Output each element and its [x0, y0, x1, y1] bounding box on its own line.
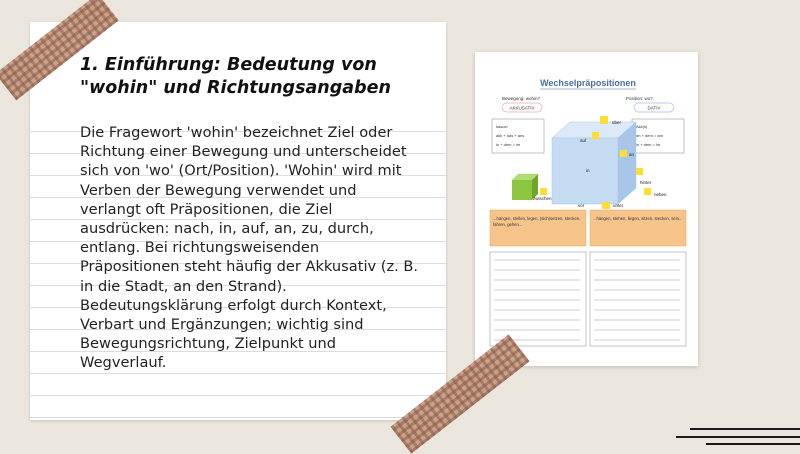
label-zwischen: zwischen [533, 196, 552, 201]
dot-an [620, 150, 627, 157]
left-verbs-text-area [493, 216, 583, 244]
left-case-label: AKKUSATIV [509, 105, 535, 111]
dot-hinter [636, 168, 643, 175]
decorative-line-3 [706, 443, 800, 445]
right-info-line-1: Akk(s) [636, 124, 648, 129]
right-verbs-text-area [593, 216, 683, 244]
right-exercise-box [590, 252, 686, 346]
left-verbs-text: ...hängen, stellen, legen, (sich)setzen, stecken, fahren, gehen... [493, 216, 581, 227]
left-question: Bewegung: wohin? [502, 96, 541, 101]
decorative-line-2 [676, 436, 800, 438]
left-info-line-2: akk + das + ans [496, 133, 525, 138]
dot-neben [644, 188, 651, 195]
right-case-label: DATIV [647, 105, 661, 111]
label-unter: unter [613, 203, 624, 208]
decorative-line-1 [690, 428, 800, 430]
label-vor: vor [578, 203, 585, 208]
label-in: in [586, 168, 590, 173]
dot-ueber [600, 116, 608, 124]
green-cube-front [512, 180, 532, 200]
label-an: an [629, 152, 635, 157]
right-info-line-3: in + dem = im [636, 142, 661, 147]
slide-body: Die Fragewort 'wohin' bezeichnet Ziel oder Richtung einer Bewegung und unterscheidet sich von 'wo' (Ort/Position). 'Wohin' wird mit Verben der Bewegung verwendet und verlangt oft Präpositionen, die Ziel ausdrücken: nach, in, auf, an, zu, durch, entlang. Bei richtungsweisenden Präpositionen steht häufig der Akkusativ (z. B. in die Stadt, an den Strand). Bedeutungsklärung erfolgt durch Kontext, Verbart und Ergänzungen; wichtig sind Bewegungsrichtung, Zielpunkt und Wegverlauf. [80, 124, 419, 372]
left-exercise-box [490, 252, 586, 346]
right-question: Position: wo? [626, 96, 653, 101]
left-info-line-1: kasus! [496, 124, 508, 129]
label-ueber: über [612, 120, 622, 125]
dot-auf [592, 132, 599, 139]
dot-unter [602, 202, 610, 209]
worksheet-image [488, 62, 688, 352]
slide-title: 1. Einführung: Bedeutung von "wohin" und Richtungsangaben [80, 55, 391, 98]
label-neben: neben [654, 192, 667, 197]
right-verbs-text: ...hängen, stehen, liegen, sitzen, stecken, sein... [593, 216, 683, 221]
label-hinter: hinter [640, 180, 652, 185]
dot-zwischen [540, 188, 547, 195]
label-auf: auf [580, 138, 587, 143]
left-info-line-3: in + dem = im [496, 142, 521, 147]
cube-front-face [552, 138, 618, 204]
worksheet-title: Wechselpräpositionen [540, 78, 636, 88]
right-info-line-2: an + dem = am [636, 133, 663, 138]
